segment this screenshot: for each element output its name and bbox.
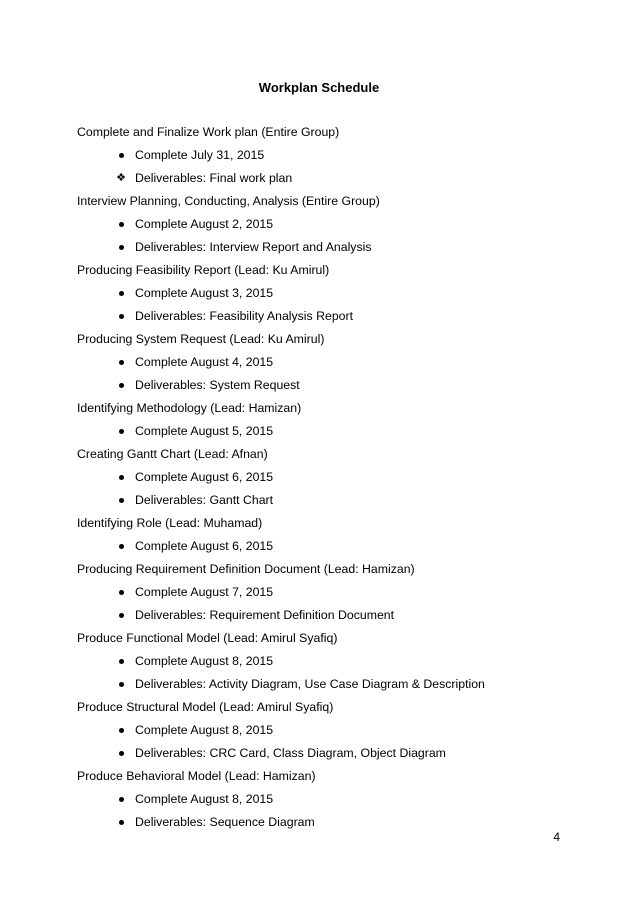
list-item-text: Complete August 5, 2015 xyxy=(135,424,274,438)
list-item xyxy=(77,309,597,324)
list-item-text: Complete August 8, 2015 xyxy=(135,654,274,668)
task-heading: Identifying Methodology (Lead: Hamizan) xyxy=(77,401,302,415)
list-item xyxy=(77,378,597,393)
list-item xyxy=(77,470,597,485)
list-item xyxy=(77,493,597,508)
list-item-text: Deliverables: Interview Report and Analysis xyxy=(135,240,372,254)
task-heading: Identifying Role (Lead: Muhamad) xyxy=(77,516,263,530)
list-item xyxy=(77,539,597,554)
list-item xyxy=(77,240,597,255)
list-item-text: Complete July 31, 2015 xyxy=(135,148,265,162)
list-item xyxy=(77,815,597,830)
list-item xyxy=(77,148,597,163)
page-number: 4 xyxy=(553,830,560,844)
list-item xyxy=(77,171,597,186)
list-item-text: Complete August 6, 2015 xyxy=(135,539,274,553)
list-item xyxy=(77,355,597,370)
task-heading: Complete and Finalize Work plan (Entire Group) xyxy=(77,125,340,139)
list-item-text: Complete August 3, 2015 xyxy=(135,286,274,300)
list-item-text: Complete August 8, 2015 xyxy=(135,792,274,806)
list-item-text: Deliverables: Activity Diagram, Use Case Diagram & Description xyxy=(135,677,485,691)
task-heading: Producing Requirement Definition Document (Lead: Hamizan) xyxy=(77,562,415,576)
list-item xyxy=(77,608,597,623)
list-item xyxy=(77,677,597,692)
task-heading: Produce Structural Model (Lead: Amirul Syafiq) xyxy=(77,700,334,714)
list-item xyxy=(77,585,597,600)
task-heading: Produce Behavioral Model (Lead: Hamizan) xyxy=(77,769,316,783)
list-item xyxy=(77,746,597,761)
workplan-schedule-list xyxy=(77,125,597,838)
list-item-text: Complete August 8, 2015 xyxy=(135,723,274,737)
list-item-text: Deliverables: Gantt Chart xyxy=(135,493,274,507)
list-item xyxy=(77,217,597,232)
list-item xyxy=(77,424,597,439)
task-heading: Interview Planning, Conducting, Analysis (Entire Group) xyxy=(77,194,380,208)
task-heading: Producing System Request (Lead: Ku Amirul) xyxy=(77,332,325,346)
list-item xyxy=(77,654,597,669)
list-item-text: Deliverables: CRC Card, Class Diagram, Object Diagram xyxy=(135,746,446,760)
list-item-text: Deliverables: Feasibility Analysis Report xyxy=(135,309,354,323)
page-title: Workplan Schedule xyxy=(258,80,380,95)
list-item-text: Complete August 7, 2015 xyxy=(135,585,274,599)
diamond-bullet-icon: ❖ xyxy=(116,172,126,184)
list-item-text: Deliverables: Requirement Definition Document xyxy=(135,608,395,622)
list-item-text: Deliverables: Sequence Diagram xyxy=(135,815,315,829)
list-item-text: Deliverables: Final work plan xyxy=(135,171,293,185)
list-item-text: Complete August 2, 2015 xyxy=(135,217,274,231)
task-heading: Producing Feasibility Report (Lead: Ku Amirul) xyxy=(77,263,330,277)
list-item xyxy=(77,286,597,301)
list-item-text: Complete August 4, 2015 xyxy=(135,355,274,369)
list-item xyxy=(77,723,597,738)
list-item-text: Complete August 6, 2015 xyxy=(135,470,274,484)
list-item-text: Deliverables: System Request xyxy=(135,378,300,392)
list-item xyxy=(77,792,597,807)
task-heading: Produce Functional Model (Lead: Amirul Syafiq) xyxy=(77,631,338,645)
task-heading: Creating Gantt Chart (Lead: Afnan) xyxy=(77,447,268,461)
